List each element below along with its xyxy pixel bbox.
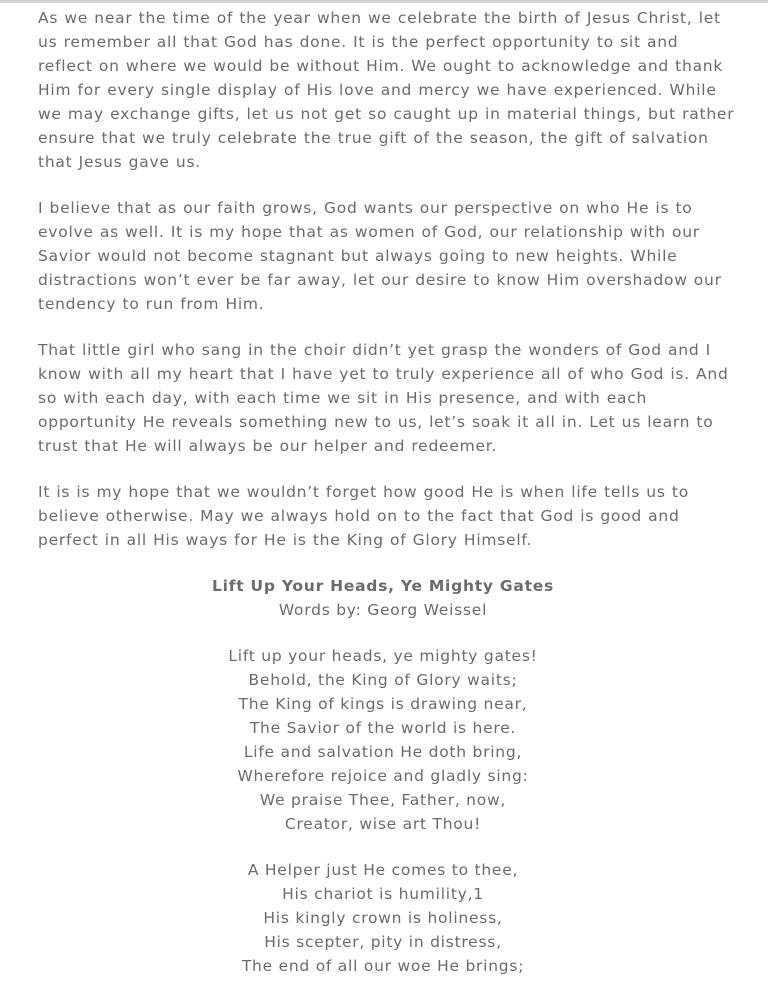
hymn-line: Behold, the King of Glory waits; bbox=[248, 671, 518, 689]
hymn-line: Creator, wise art Thou! bbox=[284, 815, 482, 833]
hymn-line: His kingly crown is holiness, bbox=[263, 909, 503, 927]
top-divider bbox=[0, 0, 768, 3]
hymn-stanza-1 bbox=[38, 644, 728, 836]
hymn-title: Lift Up Your Heads, Ye Mighty Gates bbox=[212, 577, 554, 595]
article-paragraph: As we near the time of the year when we celebrate the birth of Jesus Christ, let us remember all that God has done. It is the perfect opportunity to sit and reflect on where we would be without Him. We ought to acknowledge and thank Him for every single display of His love and mercy we have experienced. While we may exchange gifts, let us not get so caught up in material things, but rather ensure that we truly celebrate the true gift of the season, the gift of salvation that Jesus gave us. bbox=[38, 9, 735, 171]
article-paragraph: It is is my hope that we wouldn’t forget how good He is when life tells us to believe otherwise. May we always hold on to the fact that God is good and perfect in all His ways for He is the King of Glory Himself. bbox=[38, 483, 689, 549]
hymn-author: Words by: Georg Weissel bbox=[278, 601, 488, 619]
hymn-line: Life and salvation He doth bring, bbox=[243, 743, 523, 761]
hymn-line: A Helper just He comes to thee, bbox=[247, 861, 519, 879]
hymn-line: His scepter, pity in distress, bbox=[264, 933, 502, 951]
hymn bbox=[38, 574, 728, 978]
hymn-line: We praise Thee, Father, now, bbox=[259, 791, 507, 809]
hymn-stanza-2 bbox=[38, 858, 728, 978]
hymn-line: Wherefore rejoice and gladly sing: bbox=[237, 767, 529, 785]
hymn-line: The Savior of the world is here. bbox=[249, 719, 517, 737]
hymn-line: Lift up your heads, ye mighty gates! bbox=[228, 647, 538, 665]
hymn-line: The end of all our woe He brings; bbox=[241, 957, 525, 975]
hymn-line: His chariot is humility,1 bbox=[282, 885, 484, 903]
hymn-line: The King of kings is drawing near, bbox=[238, 695, 528, 713]
article-body bbox=[38, 6, 738, 986]
article-paragraph: That little girl who sang in the choir didn’t yet grasp the wonders of God and I know with all my heart that I have yet to truly experience all of who God is. And so with each day, with each time we sit in His presence, and with each opportunity He reveals something new to us, let’s soak it all in. Let us learn to trust that He will always be our helper and redeemer. bbox=[38, 341, 729, 455]
article-paragraph: I believe that as our faith grows, God wants our perspective on who He is to evolve as well. It is my hope that as women of God, our relationship with our Savior would not become stagnant but always going to new heights. While distractions won’t ever be far away, let our desire to know Him overshadow our tendency to run from Him. bbox=[38, 199, 722, 313]
